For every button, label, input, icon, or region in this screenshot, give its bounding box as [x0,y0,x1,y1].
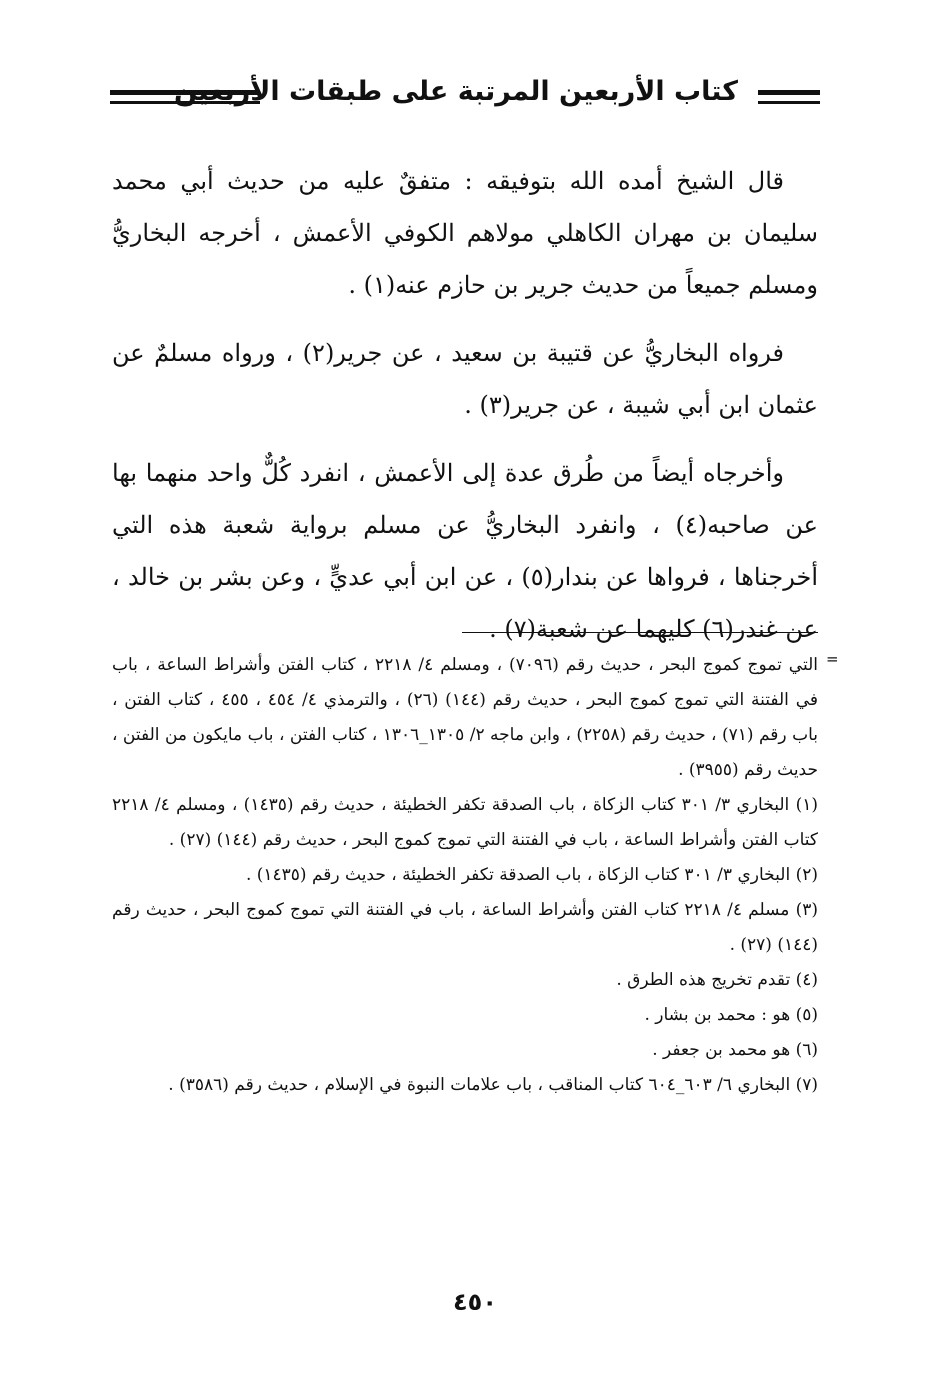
footnote-3: (٣) مسلم ٤/ ٢٢١٨ كتاب الفتن وأشراط الساعة ، باب في الفتنة التي تموج كموج البحر ، حديث رقم (١٤٤) (٢٧) . [112,900,818,955]
footnotes [112,648,818,1103]
footnote-5: (٥) هو : محمد بن بشار . [644,1005,818,1025]
header-rule-left [110,90,260,104]
main-text [112,155,818,671]
footnote-6: (٦) هو محمد بن جعفر . [652,1040,818,1060]
page-number: ٤٥٠ [453,1288,497,1316]
footnote-separator [462,632,818,633]
header-rule-right [758,90,820,104]
footnote-continuation: التي تموج كموج البحر ، حديث رقم (٧٠٩٦) ، ومسلم ٤/ ٢٢١٨ ، كتاب الفتن وأشراط الساعة ، باب في الفتنة التي تموج كموج البحر ، حديث رقم (١٤٤) (٢٦) ، والترمذي ٤/ ٤٥٤ ، ٤٥٥ ، كتاب الفتن ، باب رقم (٧١) ، حديث رقم (٢٢٥٨) ، وابن ماجه ٢/ ١٣٠٥_١٣٠٦ ، كتاب الفتن ، باب مايكون من الفتن ، حديث رقم (٣٩٥٥) . [112,655,819,780]
paragraph-2: فرواه البخاريُّ عن قتيبة بن سعيد ، عن جرير(٢) ، ورواه مسلمٌ عن عثمان ابن أبي شيبة ، عن جرير(٣) . [112,339,818,419]
footnote-continuation-marker: = [826,650,839,668]
paragraph-1: قال الشيخ أمده الله بتوفيقه : متفقٌ عليه من حديث أبي محمد سليمان بن مهران الكاهلي مولاهم الكوفي الأعمش ، أخرجه البخاريُّ ومسلم جميعاً من حديث جرير بن حازم عنه(١) . [112,167,818,299]
header-title: كتاب الأربعين المرتبة على طبقات الأربعين [174,76,738,107]
footnote-7: (٧) البخاري ٦/ ٦٠٣_٦٠٤ كتاب المناقب ، باب علامات النبوة في الإسلام ، حديث رقم (٣٥٨٦) . [168,1075,818,1095]
paragraph-3: وأخرجاه أيضاً من طُرق عدة إلى الأعمش ، انفرد كُلٌّ واحد منهما بها عن صاحبه(٤) ، وانفرد البخاريُّ عن مسلم برواية شعبة هذه التي أخرجناها ، فرواها عن بندار(٥) ، عن ابن أبي عديٍّ ، وعن بشر بن خالد ، عن غندر(٦) كليهما عن شعبة(٧) . [112,459,819,643]
running-header [110,70,820,122]
footnote-1: (١) البخاري ٣/ ٣٠١ كتاب الزكاة ، باب الصدقة تكفر الخطيئة ، حديث رقم (١٤٣٥) ، ومسلم ٤/ ٢٢١٨ كتاب الفتن وأشراط الساعة ، باب في الفتنة التي تموج كموج البحر ، حديث رقم (١٤٤) (٢٧) . [112,795,818,850]
footnote-4: (٤) تقدم تخريج هذه الطرق . [616,970,818,990]
footnote-2: (٢) البخاري ٣/ ٣٠١ كتاب الزكاة ، باب الصدقة تكفر الخطيئة ، حديث رقم (١٤٣٥) . [245,865,818,885]
